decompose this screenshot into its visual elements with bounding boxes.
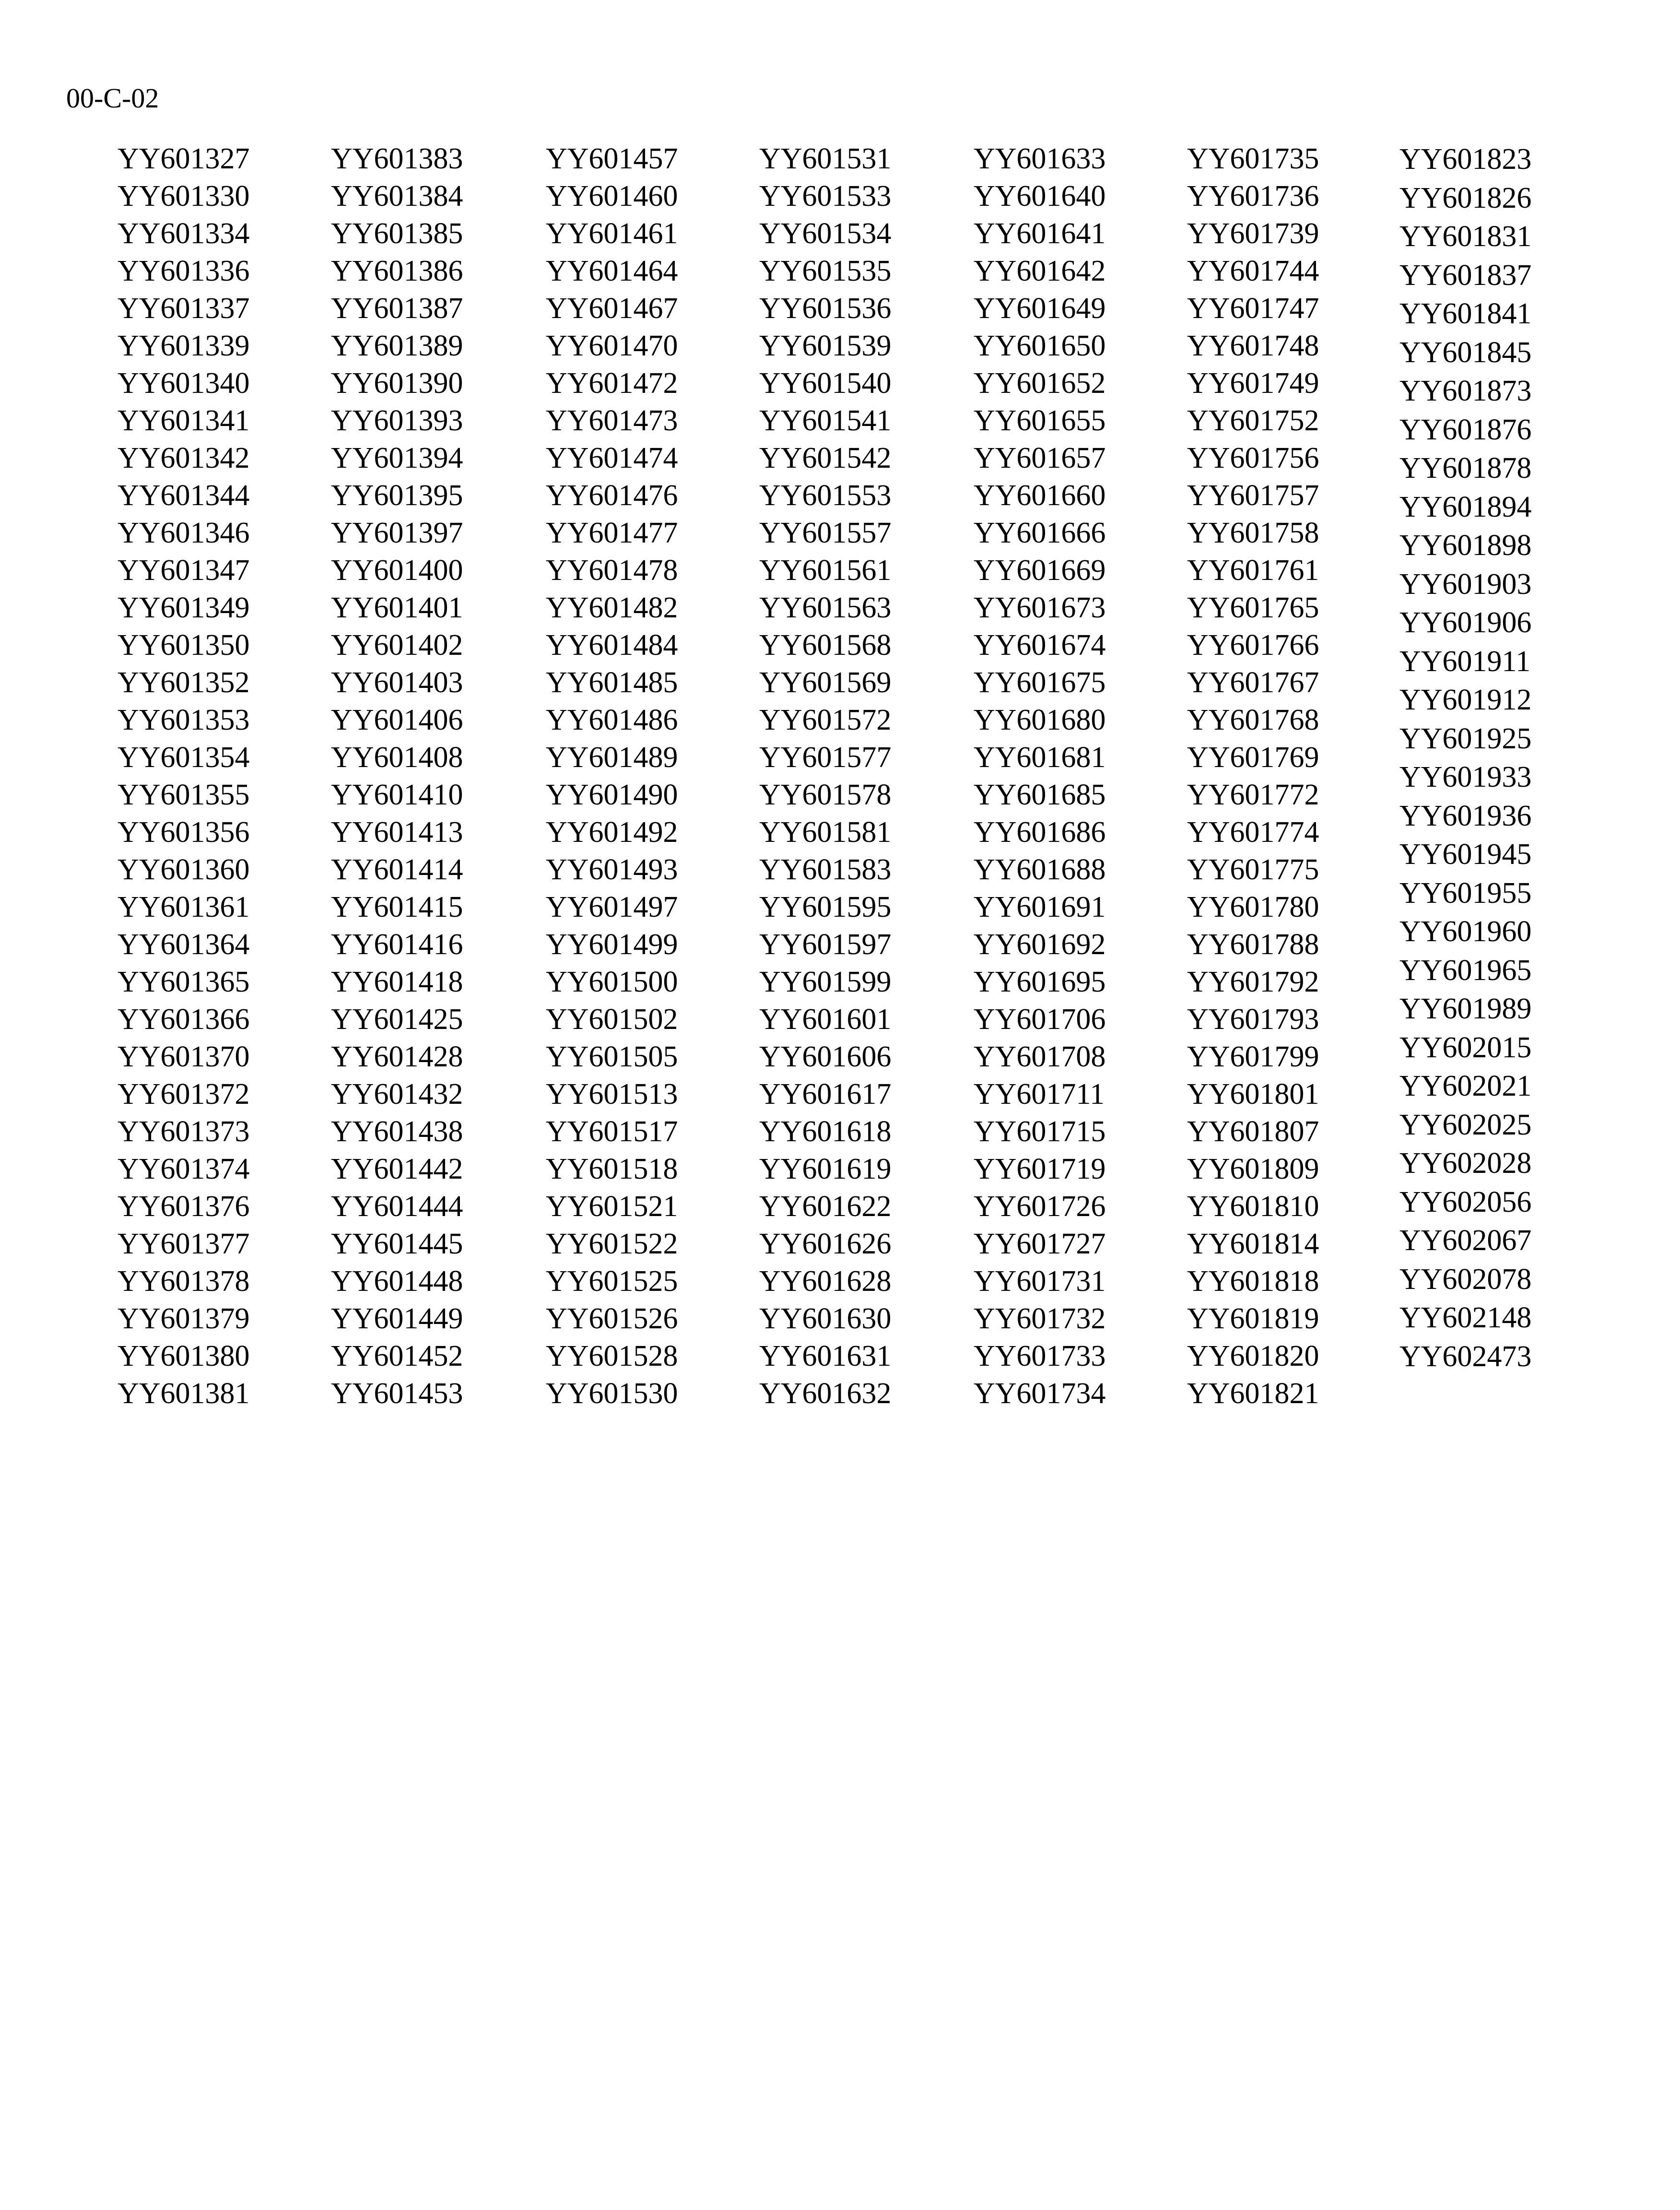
id-entry: YY601349 — [117, 591, 250, 624]
id-entry: YY601379 — [117, 1302, 250, 1335]
id-entry: YY601354 — [117, 741, 250, 774]
id-entry: YY601606 — [759, 1040, 892, 1073]
id-entry: YY601457 — [546, 142, 678, 175]
id-entry: YY601505 — [546, 1040, 678, 1073]
id-entry: YY601561 — [759, 554, 892, 587]
id-entry: YY601826 — [1399, 181, 1532, 214]
id-entry: YY601622 — [759, 1190, 892, 1223]
id-entry: YY601632 — [759, 1377, 892, 1410]
id-entry: YY601660 — [974, 479, 1106, 512]
id-column-6 — [1187, 140, 1319, 1412]
id-entry: YY601415 — [331, 891, 463, 923]
id-entry: YY601814 — [1187, 1228, 1319, 1260]
id-entry: YY601572 — [759, 704, 892, 736]
id-entry: YY601370 — [117, 1040, 250, 1073]
id-entry: YY601460 — [546, 180, 678, 213]
id-entry: YY601706 — [974, 1003, 1106, 1036]
id-entry: YY602028 — [1399, 1147, 1532, 1180]
id-entry: YY601821 — [1187, 1377, 1319, 1410]
id-entry: YY601666 — [974, 517, 1106, 549]
id-entry: YY602067 — [1399, 1224, 1532, 1257]
id-entry: YY601373 — [117, 1115, 250, 1148]
id-entry: YY601336 — [117, 255, 250, 287]
id-entry: YY601577 — [759, 741, 892, 774]
id-entry: YY601377 — [117, 1228, 250, 1260]
id-entry: YY601739 — [1187, 217, 1319, 250]
id-entry: YY601769 — [1187, 741, 1319, 774]
id-entry: YY601414 — [331, 853, 463, 886]
id-entry: YY601732 — [974, 1302, 1106, 1335]
id-entry: YY601749 — [1187, 367, 1319, 400]
id-entry: YY601819 — [1187, 1302, 1319, 1335]
id-entry: YY601657 — [974, 442, 1106, 474]
id-entry: YY601387 — [331, 292, 463, 325]
id-entry: YY601715 — [974, 1115, 1106, 1148]
id-entry: YY601807 — [1187, 1115, 1319, 1148]
id-entry: YY601378 — [117, 1265, 250, 1298]
id-entry: YY601841 — [1399, 297, 1532, 330]
id-entry: YY601337 — [117, 292, 250, 325]
id-entry: YY601933 — [1399, 761, 1532, 793]
id-entry: YY601428 — [331, 1040, 463, 1073]
id-entry: YY601402 — [331, 629, 463, 662]
id-entry: YY601674 — [974, 629, 1106, 662]
id-entry: YY601361 — [117, 891, 250, 923]
id-entry: YY601989 — [1399, 993, 1532, 1025]
id-entry: YY601772 — [1187, 779, 1319, 811]
id-entry: YY601438 — [331, 1115, 463, 1148]
id-entry: YY601442 — [331, 1153, 463, 1185]
id-entry: YY601470 — [546, 330, 678, 362]
id-entry: YY601735 — [1187, 142, 1319, 175]
id-entry: YY601473 — [546, 404, 678, 437]
id-entry: YY601955 — [1399, 876, 1532, 910]
id-entry: YY601630 — [759, 1302, 892, 1335]
id-entry: YY601542 — [759, 442, 892, 474]
id-entry: YY601393 — [331, 404, 463, 437]
id-entry: YY601756 — [1187, 442, 1319, 474]
id-entry: YY601342 — [117, 442, 250, 474]
id-entry: YY601513 — [546, 1078, 678, 1111]
id-column-1 — [117, 140, 250, 1412]
id-entry: YY601583 — [759, 853, 892, 886]
id-entry: YY601692 — [974, 928, 1106, 961]
id-entry: YY601539 — [759, 330, 892, 362]
id-entry: YY601346 — [117, 517, 250, 549]
id-entry: YY601912 — [1399, 684, 1532, 716]
id-entry: YY601517 — [546, 1115, 678, 1148]
id-entry: YY601530 — [546, 1377, 678, 1410]
id-entry: YY601340 — [117, 367, 250, 400]
id-entry: YY601374 — [117, 1153, 250, 1185]
id-entry: YY601472 — [546, 367, 678, 400]
id-entry: YY601432 — [331, 1078, 463, 1111]
id-entry: YY602025 — [1399, 1108, 1532, 1141]
id-entry: YY601478 — [546, 554, 678, 587]
id-entry: YY601482 — [546, 591, 678, 624]
id-entry: YY601444 — [331, 1190, 463, 1223]
id-entry: YY601626 — [759, 1228, 892, 1260]
id-entry: YY601395 — [331, 479, 463, 512]
id-entry: YY601581 — [759, 816, 892, 849]
id-entry: YY601731 — [974, 1265, 1106, 1298]
id-entry: YY601631 — [759, 1340, 892, 1372]
id-entry: YY601898 — [1399, 529, 1532, 562]
id-entry: YY601680 — [974, 704, 1106, 736]
id-entry: YY601911 — [1399, 645, 1531, 678]
id-entry: YY601965 — [1399, 954, 1532, 987]
id-column-2 — [331, 140, 463, 1412]
id-entry: YY602056 — [1399, 1185, 1532, 1218]
id-entry: YY601533 — [759, 180, 892, 213]
id-entry: YY601492 — [546, 816, 678, 849]
id-entry: YY601845 — [1399, 336, 1532, 369]
id-entry: YY601936 — [1399, 799, 1532, 832]
id-entry: YY601820 — [1187, 1340, 1319, 1372]
id-entry: YY601365 — [117, 966, 250, 998]
id-entry: YY601761 — [1187, 554, 1319, 587]
id-entry: YY601568 — [759, 629, 892, 662]
id-entry: YY601618 — [759, 1115, 892, 1148]
id-entry: YY601744 — [1187, 255, 1319, 287]
id-entry: YY601413 — [331, 816, 463, 849]
id-entry: YY601553 — [759, 479, 892, 512]
id-entry: YY601747 — [1187, 292, 1319, 325]
id-entry: YY601767 — [1187, 666, 1319, 699]
id-entry: YY601416 — [331, 928, 463, 961]
id-entry: YY602078 — [1399, 1263, 1532, 1296]
id-column-7 — [1399, 140, 1532, 1376]
id-entry: YY601945 — [1399, 838, 1532, 871]
id-entry: YY601445 — [331, 1228, 463, 1260]
id-entry: YY601675 — [974, 666, 1106, 699]
id-entry: YY601381 — [117, 1377, 250, 1410]
id-entry: YY601788 — [1187, 928, 1319, 961]
id-entry: YY601541 — [759, 404, 892, 437]
id-entry: YY601810 — [1187, 1190, 1319, 1223]
id-entry: YY601642 — [974, 255, 1106, 287]
id-entry: YY601518 — [546, 1153, 678, 1185]
id-entry: YY601792 — [1187, 966, 1319, 998]
id-entry: YY601485 — [546, 666, 678, 699]
id-entry: YY601599 — [759, 966, 892, 998]
id-entry: YY601708 — [974, 1040, 1106, 1073]
id-entry: YY601873 — [1399, 375, 1532, 407]
id-entry: YY601384 — [331, 180, 463, 213]
id-entry: YY601360 — [117, 853, 250, 886]
id-entry: YY601597 — [759, 928, 892, 961]
id-entry: YY601801 — [1187, 1078, 1319, 1111]
id-entry: YY601650 — [974, 330, 1106, 362]
id-entry: YY601557 — [759, 517, 892, 549]
id-entry: YY601685 — [974, 779, 1106, 811]
id-entry: YY601752 — [1187, 404, 1319, 437]
id-entry: YY601410 — [331, 779, 463, 811]
id-entry: YY601903 — [1399, 567, 1532, 601]
id-column-3 — [546, 140, 678, 1412]
id-entry: YY601673 — [974, 591, 1106, 624]
id-entry: YY601686 — [974, 816, 1106, 849]
id-entry: YY601376 — [117, 1190, 250, 1223]
id-entry: YY601628 — [759, 1265, 892, 1298]
id-entry: YY601406 — [331, 704, 463, 736]
id-entry: YY601669 — [974, 554, 1106, 587]
id-entry: YY601339 — [117, 330, 250, 362]
id-entry: YY601775 — [1187, 853, 1319, 886]
id-entry: YY601476 — [546, 479, 678, 512]
id-entry: YY601352 — [117, 666, 250, 699]
id-entry: YY602015 — [1399, 1031, 1532, 1064]
id-entry: YY601719 — [974, 1153, 1106, 1185]
id-entry: YY601499 — [546, 928, 678, 961]
id-entry: YY601364 — [117, 928, 250, 961]
id-entry: YY601522 — [546, 1228, 678, 1260]
id-column-4 — [759, 140, 892, 1412]
page-id: 00-C-02 — [66, 83, 159, 114]
id-entry: YY601418 — [331, 966, 463, 998]
id-entry: YY601353 — [117, 704, 250, 736]
id-entry: YY601878 — [1399, 452, 1532, 485]
id-entry: YY601748 — [1187, 330, 1319, 362]
id-entry: YY601347 — [117, 554, 250, 587]
id-entry: YY601768 — [1187, 704, 1319, 736]
id-entry: YY601408 — [331, 741, 463, 774]
id-entry: YY601799 — [1187, 1040, 1319, 1073]
id-entry: YY601502 — [546, 1003, 678, 1036]
id-column-5 — [974, 140, 1106, 1412]
id-entry: YY601452 — [331, 1340, 463, 1372]
id-entry: YY601486 — [546, 704, 678, 736]
id-entry: YY601640 — [974, 180, 1106, 213]
id-entry: YY601569 — [759, 666, 892, 699]
id-entry: YY601733 — [974, 1340, 1106, 1372]
id-entry: YY601464 — [546, 255, 678, 287]
id-entry: YY601780 — [1187, 891, 1319, 923]
id-entry: YY601330 — [117, 180, 250, 213]
id-entry: YY601765 — [1187, 591, 1319, 624]
id-entry: YY601535 — [759, 255, 892, 287]
id-entry: YY601641 — [974, 217, 1106, 250]
id-entry: YY601400 — [331, 554, 463, 587]
id-entry: YY601366 — [117, 1003, 250, 1036]
id-entry: YY601711 — [974, 1078, 1105, 1111]
id-entry: YY601500 — [546, 966, 678, 998]
id-entry: YY601385 — [331, 217, 463, 250]
id-entry: YY601453 — [331, 1377, 463, 1410]
id-entry: YY601372 — [117, 1078, 250, 1111]
id-entry: YY601695 — [974, 966, 1106, 998]
id-entry: YY601327 — [117, 142, 250, 175]
id-entry: YY601960 — [1399, 915, 1532, 948]
id-entry: YY601818 — [1187, 1265, 1319, 1298]
id-entry: YY601831 — [1399, 220, 1532, 253]
id-entry: YY601757 — [1187, 479, 1319, 512]
id-entry: YY602148 — [1399, 1301, 1532, 1334]
id-entry: YY601403 — [331, 666, 463, 699]
id-entry: YY601389 — [331, 330, 463, 362]
id-entry: YY601681 — [974, 741, 1106, 774]
id-entry: YY601528 — [546, 1340, 678, 1372]
id-entry: YY601521 — [546, 1190, 678, 1223]
id-entry: YY601526 — [546, 1302, 678, 1335]
id-entry: YY601344 — [117, 479, 250, 512]
id-entry: YY601350 — [117, 629, 250, 662]
id-entry: YY601619 — [759, 1153, 892, 1185]
id-entry: YY601467 — [546, 292, 678, 325]
id-entry: YY601390 — [331, 367, 463, 400]
id-entry: YY602473 — [1399, 1340, 1532, 1373]
id-entry: YY601736 — [1187, 180, 1319, 213]
id-entry: YY601837 — [1399, 259, 1532, 292]
id-entry: YY601536 — [759, 292, 892, 325]
id-entry: YY601578 — [759, 779, 892, 811]
id-entry: YY601633 — [974, 142, 1106, 175]
id-entry: YY601925 — [1399, 722, 1532, 755]
id-entry: YY601652 — [974, 367, 1106, 400]
id-entry: YY601484 — [546, 629, 678, 662]
id-entry: YY601766 — [1187, 629, 1319, 662]
id-entry: YY601490 — [546, 779, 678, 811]
id-entry: YY601540 — [759, 367, 892, 400]
id-entry: YY601461 — [546, 217, 678, 250]
id-entry: YY601617 — [759, 1078, 892, 1111]
id-entry: YY601601 — [759, 1003, 892, 1036]
id-entry: YY601449 — [331, 1302, 463, 1335]
id-entry: YY601425 — [331, 1003, 463, 1036]
id-entry: YY601525 — [546, 1265, 678, 1298]
id-entry: YY601334 — [117, 217, 250, 250]
id-entry: YY601734 — [974, 1377, 1106, 1410]
id-entry: YY601726 — [974, 1190, 1106, 1223]
id-entry: YY601489 — [546, 741, 678, 774]
id-entry: YY601727 — [974, 1228, 1106, 1260]
id-entry: YY601876 — [1399, 413, 1532, 446]
id-entry: YY601397 — [331, 517, 463, 549]
id-entry: YY601474 — [546, 442, 678, 474]
id-entry: YY601477 — [546, 517, 678, 549]
id-entry: YY601894 — [1399, 490, 1532, 523]
id-entry: YY601355 — [117, 779, 250, 811]
id-entry: YY601595 — [759, 891, 892, 923]
id-entry: YY601497 — [546, 891, 678, 923]
id-entry: YY601793 — [1187, 1003, 1319, 1036]
id-entry: YY601649 — [974, 292, 1106, 325]
id-entry: YY601809 — [1187, 1153, 1319, 1185]
id-entry: YY601691 — [974, 891, 1106, 923]
id-entry: YY601534 — [759, 217, 892, 250]
id-entry: YY602021 — [1399, 1070, 1532, 1102]
id-entry: YY601493 — [546, 853, 678, 886]
id-entry: YY601401 — [331, 591, 463, 624]
id-entry: YY601341 — [117, 404, 250, 437]
id-entry: YY601383 — [331, 142, 463, 175]
id-entry: YY601394 — [331, 442, 463, 474]
id-entry: YY601448 — [331, 1265, 463, 1298]
id-entry: YY601774 — [1187, 816, 1319, 849]
id-entry: YY601655 — [974, 404, 1106, 437]
id-entry: YY601688 — [974, 853, 1106, 886]
id-entry: YY601758 — [1187, 517, 1319, 549]
id-entry: YY601356 — [117, 816, 250, 849]
id-entry: YY601531 — [759, 142, 892, 175]
id-entry: YY601563 — [759, 591, 892, 624]
id-entry: YY601823 — [1399, 143, 1532, 176]
id-entry: YY601380 — [117, 1340, 250, 1372]
id-entry: YY601386 — [331, 255, 463, 287]
id-entry: YY601906 — [1399, 606, 1532, 639]
